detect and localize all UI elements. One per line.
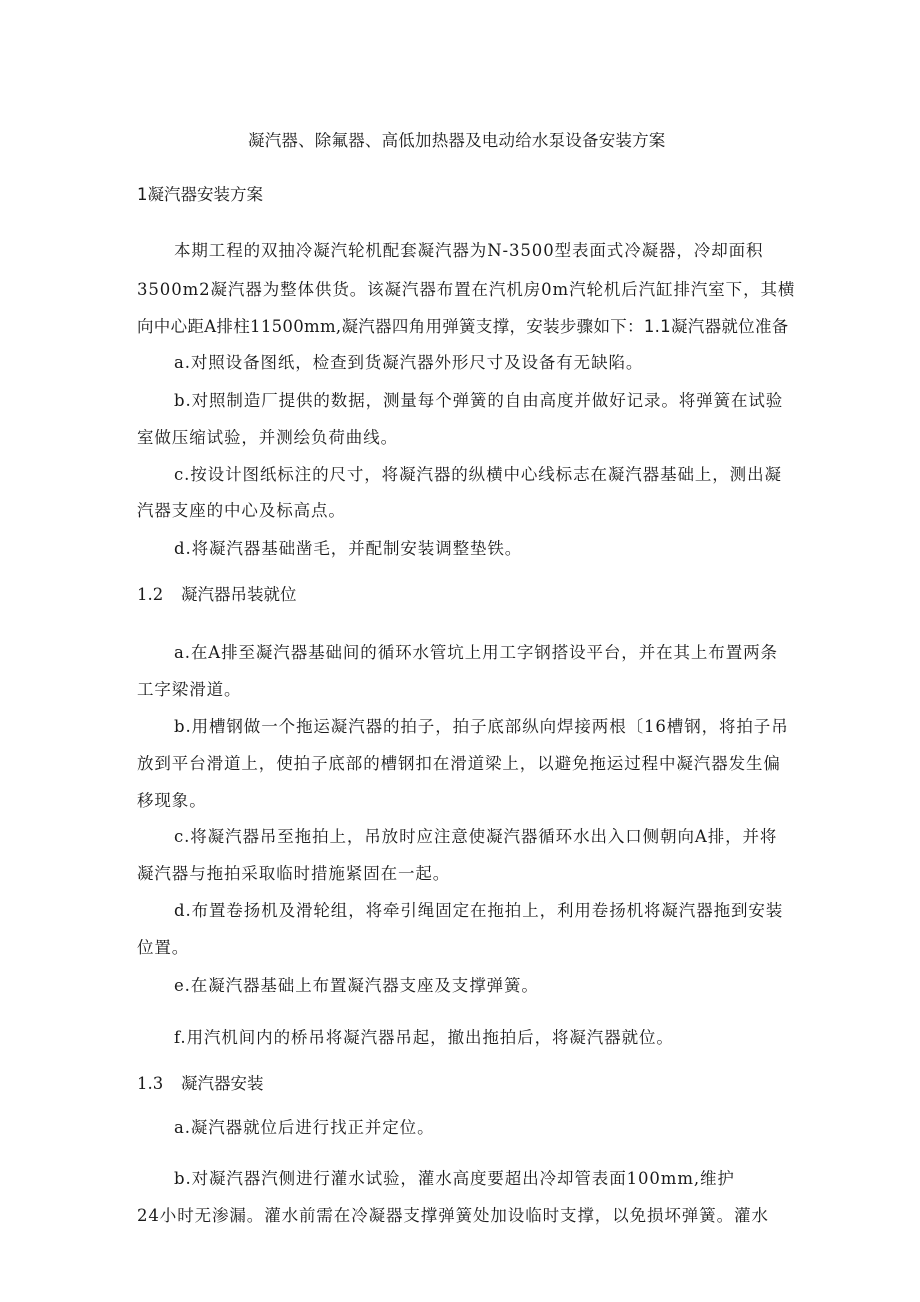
- item-1-3-b-line-1: b.对凝汽器汽侧进行灌水试验，灌水高度要超出冷却管表面100mm,维护: [174, 1169, 735, 1188]
- item-1-3-a: a.凝汽器就位后进行找正并定位。: [174, 1118, 435, 1137]
- item-1-2-f: f.用汽机间内的桥吊将凝汽器吊起，撤出拖拍后，将凝汽器就位。: [174, 1028, 674, 1047]
- section-1-3-title: 凝汽器安装: [181, 1074, 264, 1093]
- item-1-2-d-line-1: d.布置卷扬机及滑轮组，将牵引绳固定在拖拍上，利用卷扬机将凝汽器拖到安装: [174, 901, 784, 920]
- item-1-1-b-line-1: b.对照制造厂提供的数据，测量每个弹簧的自由高度并做好记录。将弹簧在试验: [174, 391, 784, 410]
- section-1-3-number: 1.3: [137, 1074, 164, 1093]
- item-1-1-d: d.将凝汽器基础凿毛，并配制安装调整垫铁。: [174, 539, 523, 558]
- item-1-2-b-line-1: b.用槽钢做一个拖运凝汽器的拍子，拍子底部纵向焊接两根〔16槽钢，将拍子吊: [174, 717, 789, 736]
- item-1-1-c-line-2: 汽器支座的中心及标高点。: [137, 501, 346, 520]
- item-1-2-b-line-3: 移现象。: [137, 791, 207, 810]
- section-1-heading: 1凝汽器安装方案: [137, 185, 263, 204]
- subsection-1-1-heading: 1.1凝汽器就位准备: [643, 317, 789, 336]
- section-1-2-title: 凝汽器吊装就位: [181, 585, 297, 604]
- item-1-2-b-line-2: 放到平台滑道上，使拍子底部的槽钢扣在滑道梁上，以避免拖运过程中凝汽器发生偏: [137, 754, 781, 773]
- item-1-2-c-line-1: c.将凝汽器吊至拖拍上，吊放时应注意使凝汽器循环水出入口侧朝向A排，并将: [174, 827, 778, 846]
- document-title: 凝汽器、除氟器、高低加热器及电动给水泵设备安装方案: [248, 131, 666, 150]
- item-1-2-d-line-2: 位置。: [137, 938, 190, 957]
- item-1-1-c-line-1: c.按设计图纸标注的尺寸，将凝汽器的纵横中心线标志在凝汽器基础上，测出凝: [174, 465, 782, 484]
- section-1-3-heading: [137, 1073, 264, 1095]
- item-1-1-a: a.对照设备图纸，检查到货凝汽器外形尺寸及设备有无缺陷。: [174, 353, 644, 372]
- intro-line-3: [137, 316, 789, 338]
- intro-line-1: 本期工程的双抽冷凝汽轮机配套凝汽器为N-3500型表面式冷凝器，冷却面积: [174, 241, 764, 260]
- item-1-3-b-line-2: 24小时无渗漏。灌水前需在冷凝器支撑弹簧处加设临时支撑，以免损坏弹簧。灌水: [137, 1206, 769, 1225]
- intro-line-3-text: 向中心距A排柱11500mm,凝汽器四角用弹簧支撑，安装步骤如下：: [137, 317, 644, 336]
- item-1-2-e: e.在凝汽器基础上布置凝汽器支座及支撑弹簧。: [174, 976, 539, 995]
- item-1-2-c-line-2: 凝汽器与拖拍采取临时措施紧固在一起。: [137, 864, 451, 883]
- item-1-2-a-line-2: 工字梁滑道。: [137, 680, 242, 699]
- intro-line-2: 3500m2凝汽器为整体供货。该凝汽器布置在汽机房0m汽轮机后汽缸排汽室下，其横: [137, 280, 796, 299]
- item-1-1-b-line-2: 室做压缩试验，并测绘负荷曲线。: [137, 428, 398, 447]
- item-1-2-a-line-1: a.在A排至凝汽器基础间的循环水管坑上用工字钢搭设平台，并在其上布置两条: [174, 643, 778, 662]
- section-1-2-number: 1.2: [137, 585, 164, 604]
- section-1-2-heading: [137, 584, 297, 606]
